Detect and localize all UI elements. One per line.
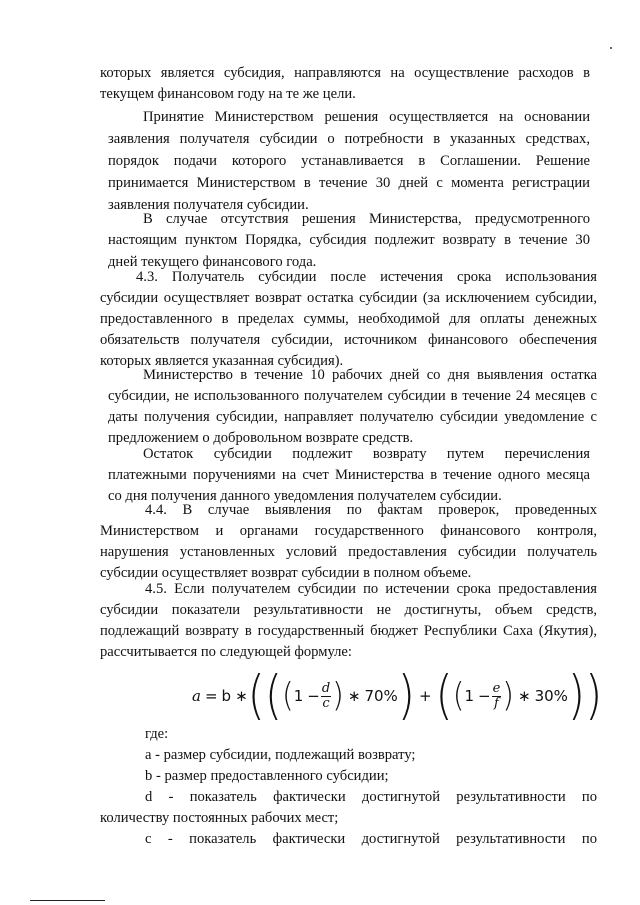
formula-var-d: d xyxy=(321,680,331,696)
text-line: предложением о добровольном возврате средств. xyxy=(108,430,414,446)
scan-speck xyxy=(610,47,612,49)
text-line: даты получения субсидии, направляет получателю субсидии уведомление с xyxy=(108,409,597,425)
formula-one: 1 xyxy=(464,687,474,705)
text-line: настоящим пунктом Порядка, субсидия подлежит возврату в течение 30 xyxy=(108,232,590,248)
formula-minus: − xyxy=(477,687,491,705)
formula-percent-30: 30% xyxy=(534,687,568,705)
footnote-rule xyxy=(30,900,105,901)
text-line: субсидии показатели результативности не достигнуты, объем средств, xyxy=(100,602,597,618)
text-line: которых является субсидия, направляются на осуществление расходов в xyxy=(100,65,590,81)
formula-paren-open-inner: ( xyxy=(281,676,294,715)
text-line: принимается Министерством в течение 30 дней с момента регистрации xyxy=(108,175,590,191)
formula-fraction-e-f xyxy=(492,682,502,711)
formula-multiply: ∗ xyxy=(517,687,531,705)
formula-multiply: ∗ xyxy=(347,687,361,705)
text-line: рассчитывается по следующей формуле: xyxy=(100,644,352,660)
text-line: дней текущего финансового года. xyxy=(108,254,317,270)
text-line: В случае отсутствия решения Министерства, предусмотренного xyxy=(143,211,590,227)
formula-paren-open-inner: ( xyxy=(452,676,465,715)
definition-line: d - показатель фактически достигнутой результативности по xyxy=(145,789,597,805)
formula-paren-close: ) xyxy=(567,664,586,726)
text-line: нарушения установленных условий предоставления субсидии получатель xyxy=(100,544,597,560)
text-line: обязательств получателя субсидии, источником финансового обеспечения xyxy=(100,332,597,348)
formula-paren-close-inner: ) xyxy=(332,676,344,715)
formula-equals: = xyxy=(204,687,218,705)
text-line: Министерством и органами государственного финансового контроля, xyxy=(100,523,597,539)
text-line: платежными поручениями на счет Министерства в течение одного месяца xyxy=(108,467,590,483)
text-line: Остаток субсидии подлежит возврату путем перечисления xyxy=(143,446,590,462)
text-line: Принятие Министерством решения осуществляется на основании xyxy=(143,109,590,125)
formula-paren-open-outer: ( xyxy=(247,664,265,726)
text-line: 4.4. В случае выявления по фактам проверок, проведенных xyxy=(145,502,597,518)
text-line: предоставленного в пределах суммы, необходимой для оплаты денежных xyxy=(100,311,597,327)
where-label: где: xyxy=(145,726,169,742)
text-line: подлежащий возврату в государственный бюджет Республики Саха (Якутия), xyxy=(100,623,597,639)
formula-var-a: a xyxy=(192,687,201,705)
formula-paren-open: ( xyxy=(435,664,453,726)
text-line: субсидии осуществляет возврат субсидии в полном объеме. xyxy=(100,565,472,581)
formula-paren-open: ( xyxy=(264,664,282,726)
formula-multiply: ∗ xyxy=(235,687,248,705)
formula-var-c: c xyxy=(322,695,330,711)
formula-var-e: e xyxy=(492,680,501,696)
text-line: 4.3. Получатель субсидии после истечения срока использования xyxy=(136,269,597,285)
formula-one: 1 xyxy=(293,687,304,705)
formula-paren-close: ) xyxy=(397,664,415,726)
text-line: заявления получателя субсидии. xyxy=(108,197,309,213)
text-line: субсидии осуществляет возврат остатка субсидии (за исключением субсидии, xyxy=(100,290,597,306)
definition-line: b - размер предоставленного субсидии; xyxy=(145,768,389,784)
formula-var-f: f xyxy=(494,695,499,711)
definition-line: количеству постоянных рабочих мест; xyxy=(100,810,339,826)
text-line: 4.5. Если получателем субсидии по истечении срока предоставления xyxy=(145,581,597,597)
return-formula xyxy=(192,666,602,726)
formula-var-b: b xyxy=(221,687,232,705)
formula-paren-close-outer: ) xyxy=(585,664,603,726)
formula-fraction-d-c xyxy=(321,682,331,711)
formula-plus: + xyxy=(418,687,432,705)
text-line: заявления получателя субсидии о потребности в указанных средствах, xyxy=(108,131,590,147)
definition-line: c - показатель фактически достигнутой результативности по xyxy=(145,831,597,847)
definition-line: а - размер субсидии, подлежащий возврату; xyxy=(145,747,416,763)
text-line: субсидии, не использованного получателем субсидии в течение 24 месяцев с xyxy=(108,388,597,404)
text-line: текущем финансовом году на те же цели. xyxy=(100,86,356,102)
text-line: со дня получения данного уведомления получателем субсидии. xyxy=(108,488,502,504)
text-line: порядок подачи которого устанавливается в Соглашении. Решение xyxy=(108,153,590,169)
text-line: Министерство в течение 10 рабочих дней со дня выявления остатка xyxy=(143,367,597,383)
formula-minus: − xyxy=(307,687,320,705)
formula-paren-close-inner: ) xyxy=(502,676,514,715)
formula-percent-70: 70% xyxy=(364,687,398,705)
text-line: которых является указанная субсидия). xyxy=(100,353,344,369)
